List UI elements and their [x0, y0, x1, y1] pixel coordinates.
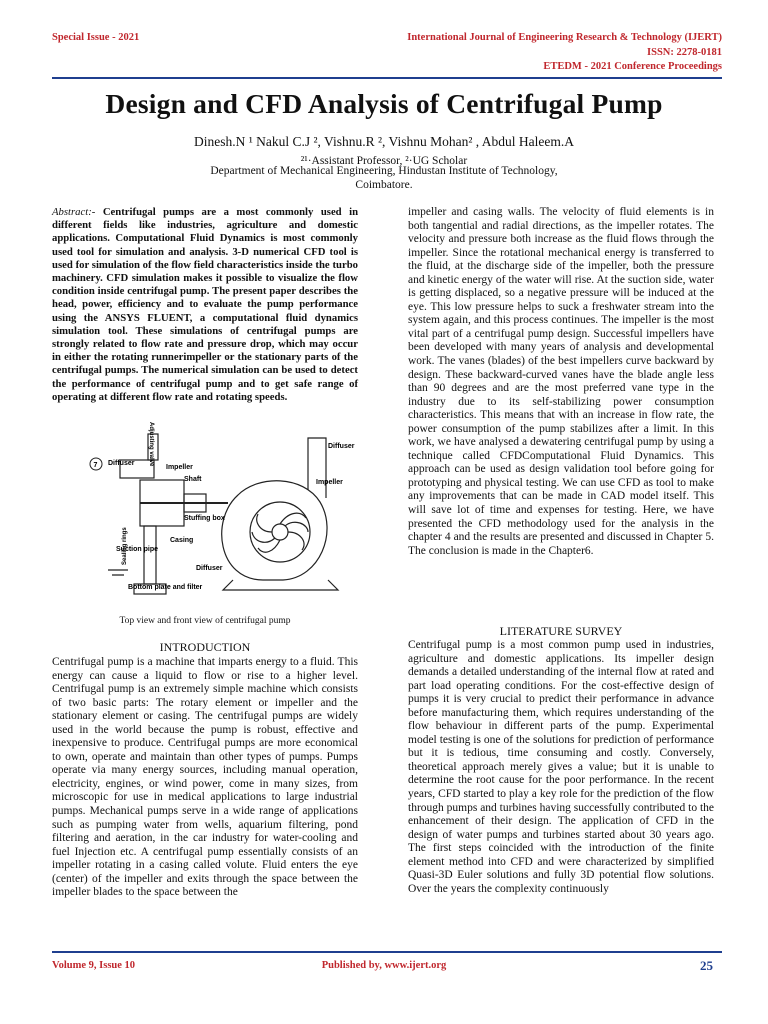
figure-caption: Top view and front view of centrifugal pump	[119, 616, 291, 626]
header-rule	[52, 77, 722, 79]
label-stuffing-box: Stuffing box	[184, 515, 225, 522]
water-level	[108, 570, 128, 575]
volute-casing	[222, 481, 327, 580]
literature-survey-text: Centrifugal pump is a most common pump used in industries, agriculture and domestic applications. Its impeller design demands a detailed understanding of the internal flow at rated and part load operating conditions. For the cost-effective design of pumps it is very crucial to predict their performance in advance before manufacturing them, which requires understanding of the flow behaviour in different parts of the pump. Experimental model testing is one of the solutions for prediction of performance but it is tedious, time consuming and costly. Conversely, theoretical approach merely gives a value; but it is unable to determine the root cause for the poor performance. In the recent years, CFD started to play a key role for the prediction of the flow through pumps and turbines having successfully contributed to the enhancement of their design. The application of CFD in the design of water pumps and turbines started about 30 years ago. The first steps coincided with the introduction of the finite element method into CFD and were characterized by simplified Quasi-3D Euler solutions and fully 3D potential flow solutions. Over the years the complexity continuously	[408, 639, 714, 895]
label-circle-number: 7	[93, 462, 98, 469]
issn: ISSN: 2278-0181	[647, 47, 722, 58]
footer-rule	[52, 951, 722, 953]
publisher: Published by, www.ijert.org	[321, 960, 447, 971]
label-diffuser-top: Diffuser	[328, 443, 355, 450]
label-diffuser-bottom: Diffuser	[196, 565, 223, 572]
impeller-hub	[272, 524, 288, 540]
label-casing: Casing	[170, 537, 194, 544]
abstract	[52, 206, 358, 404]
authors: Dinesh.N ¹ Nakul C.J ², Vishnu.R ², Vishnu Mohan² , Abdul Haleem.A	[193, 134, 575, 149]
pump-base	[223, 580, 338, 590]
page-number: 25	[700, 958, 713, 973]
label-diffuser-left: Diffuser	[108, 460, 135, 467]
abstract-label: Abstract:-	[52, 206, 96, 218]
special-issue-label: Special Issue - 2021	[52, 32, 140, 43]
label-suction-pipe: Suction pipe	[116, 546, 158, 553]
volume-issue: Volume 9, Issue 10	[52, 960, 136, 971]
suction-pipe	[144, 526, 156, 584]
affiliation-roles: ²¹·Assistant Professor, ²·UG Scholar	[300, 155, 468, 167]
label-impeller: Impeller	[166, 464, 193, 471]
literature-survey-heading: LITERATURE SURVEY	[499, 624, 623, 638]
pump-diagram	[88, 420, 362, 615]
impeller-vanes	[252, 513, 308, 552]
label-sealing-rings: Sealing rings	[122, 527, 128, 565]
abstract-text: Centrifugal pumps are a most commonly used in different fields like industries, agriculture and domestic applications. Computational Fluid Dynamics is most commonly used tool for simulation and analysis. 3-D numerical CFD tool is used for simulation of the flow field characteristics inside the turbo machinery. CFD simulation makes it possible to visualize the flow condition inside centrifugal pump. The present paper describes the head, power, efficiency and to evaluate the pump performance using the ANSYS FLUENT, a computational fluid dynamics simulation tool. These simulations of centrifugal pumps are strongly related to flow rate and pressure drop, which may occur in either the rotating runnerimpeller or the stationary parts of the centrifugal pumps. The numerical simulation can be used to detect the performance of centrifugal pump and to get safe range of operating at different flow rate and rotating speeds.	[52, 206, 359, 403]
right-column-continuation: impeller and casing walls. The velocity of fluid elements is in both tangential and radial directions, as the impeller rotates. The velocity and pressure both increase as the fluid flows through the impeller. Since the rotational mechanical energy is transferred to the fluid, at the discharge side of the impeller, both the pressure and kinetic energy of the water will rise. At the suction side, water is getting displaced, so a negative pressure will be induced at the eye. This low pressure helps to suck a freshwater stream into the system again, and this process continues. The impeller is the most vital part of a centrifugal pump design. Successful impellers have been developed with many years of analysis and developmental work. The vanes (blades) of the best impellers curve backward by design. These backward-curved vanes have the blade angle less than 90 degrees and are the most preferred vane type in the industry due to its self-stabilizing power consumption characteristics. This means that with an increase in flow rate, the power consumption of the pump stabilizes after a limit. In this work, we have analysed a dewatering centrifugal pump by using a technique called CFDComputational Fluid Dynamics. This approach can be used as design validation tool before going for prototyping and physical testing. We can use CFD as tool to make any improvements that can be made in CAD model itself. This will save lot of time and expenses for testing. Here, we have presented the CFD methodology used for the analysis in the chapter 4 and the results are presented and discussed in Chapter 5. The conclusion is made in the Chapter6.	[408, 206, 714, 557]
introduction-text: Centrifugal pump is a machine that imparts energy to a fluid. This energy can cause a liquid to flow or rise to a higher level. Centrifugal pump is an extremely simple machine which consists of two basic parts: The rotary element or impeller and the stationary element or casing. The centrifugal pumps are widely used in the world because the pump is robust, effective and inexpensive to produce. Centrifugal pumps are more economical to own, operate and maintain than other types of pumps. Pumps operate via many energy sources, including manual operation, electricity, engines, or wind power, come in many sizes, from microscopic for use in medical applications to large industrial pumps. Mechanical pumps serve in a wide range of applications such as pumping water from wells, aquarium filtering, pond filtering and aeration, in the car industry for water-cooling and fuel Injection etc. A centrifugal pump essentially consists of an impeller rotating in a casing called volute. Fluid enters the eye (center) of the impeller and exits through the space between the impeller blades to the space between the	[52, 656, 358, 899]
label-shaft: Shaft	[184, 476, 202, 483]
journal-name: International Journal of Engineering Research & Technology (IJERT)	[407, 32, 722, 43]
city: Coimbatore.	[355, 179, 413, 191]
impeller-outline	[250, 502, 310, 562]
label-bottom-plate: Bottom plate and filter	[128, 584, 203, 591]
conference-proceedings: ETEDM - 2021 Conference Proceedings	[543, 61, 722, 72]
department: Department of Mechanical Engineering, Hindustan Institute of Technology,	[210, 165, 558, 177]
paper-title: Design and CFD Analysis of Centrifugal Pump	[105, 88, 663, 119]
discharge-pipe	[308, 438, 326, 498]
label-impeller-right: Impeller	[316, 479, 343, 486]
pump-figure	[88, 420, 362, 615]
introduction-heading: INTRODUCTION	[159, 640, 251, 654]
label-adjusting-valve: Adjusting valve	[148, 422, 154, 467]
